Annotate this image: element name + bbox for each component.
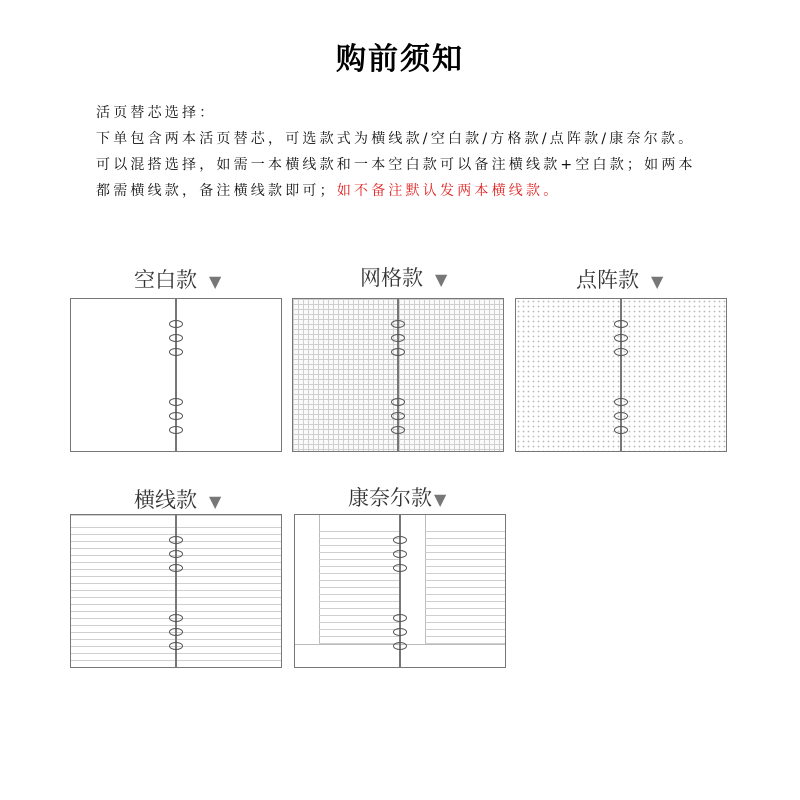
binder-ring	[169, 320, 183, 328]
binder-ring	[169, 628, 183, 636]
triangle-down-icon: ▼	[209, 272, 222, 291]
page-right	[176, 298, 282, 452]
style-label-dot	[576, 264, 663, 294]
page-left	[515, 298, 621, 452]
binder-ring	[391, 348, 405, 356]
notice-heading: 活页替芯选择：	[96, 105, 217, 121]
binder-ring	[614, 348, 628, 356]
binder-ring	[169, 334, 183, 342]
notebook-grid	[292, 298, 504, 452]
notebook-lined	[70, 514, 282, 668]
binder-ring	[391, 398, 405, 406]
cornell-cue-column	[295, 515, 320, 645]
notice-warning: 如不备注默认发两本横线款。	[336, 183, 561, 199]
notebook-cornell	[294, 514, 506, 668]
binder-ring	[169, 426, 183, 434]
notice-body: 下单包含两本活页替芯，可选款式为横线款/空白款/方格款/点阵款/康奈尔款。可以混搭选择，如需一本横线款和一本空白款可以备注横线款+空白款；如两本都需横线款，备注横线款即可；	[96, 131, 696, 199]
binder-ring	[393, 564, 407, 572]
cornell-note-lines	[425, 525, 505, 645]
style-label-cornell	[348, 482, 446, 512]
page-left	[70, 514, 176, 668]
binder-ring	[614, 334, 628, 342]
binder-ring	[391, 320, 405, 328]
binder-ring	[393, 614, 407, 622]
binder-ring	[614, 398, 628, 406]
binder-ring	[393, 550, 407, 558]
cornell-summary-area	[401, 644, 505, 667]
style-label-text: 康奈尔款	[348, 486, 432, 510]
binder-ring	[614, 426, 628, 434]
binder-ring	[169, 642, 183, 650]
page-left	[70, 298, 176, 452]
page-right	[176, 514, 282, 668]
binder-ring	[393, 628, 407, 636]
style-label-text: 横线款	[134, 488, 197, 512]
triangle-down-icon: ▼	[435, 270, 448, 289]
style-label-grid	[360, 262, 447, 292]
binder-ring	[169, 398, 183, 406]
triangle-down-icon: ▼	[209, 492, 222, 511]
binder-ring	[169, 564, 183, 572]
cornell-note-lines	[319, 525, 399, 645]
binder-ring	[391, 426, 405, 434]
binder-ring	[391, 412, 405, 420]
page-title: 购前须知	[336, 42, 464, 77]
style-label-blank	[134, 264, 221, 294]
binder-ring	[169, 614, 183, 622]
cornell-summary-area	[295, 644, 399, 667]
notebook-dot	[515, 298, 727, 452]
page-left	[294, 514, 400, 668]
style-label-text: 空白款	[134, 268, 197, 292]
binder-ring	[169, 536, 183, 544]
notice-block	[96, 100, 696, 204]
style-label-lined	[134, 484, 221, 514]
style-label-text: 点阵款	[576, 268, 639, 292]
binder-ring	[614, 320, 628, 328]
style-label-text: 网格款	[360, 266, 423, 290]
binder-ring	[393, 642, 407, 650]
binder-ring	[391, 334, 405, 342]
page-right	[621, 298, 727, 452]
page-left	[292, 298, 398, 452]
binder-ring	[169, 412, 183, 420]
triangle-down-icon: ▼	[651, 272, 664, 291]
triangle-down-icon: ▼	[434, 490, 447, 509]
page-right	[400, 514, 506, 668]
notebook-blank	[70, 298, 282, 452]
binder-ring	[169, 348, 183, 356]
binder-ring	[393, 536, 407, 544]
page-right	[398, 298, 504, 452]
cornell-cue-column	[401, 515, 426, 645]
binder-ring	[169, 550, 183, 558]
binder-ring	[614, 412, 628, 420]
